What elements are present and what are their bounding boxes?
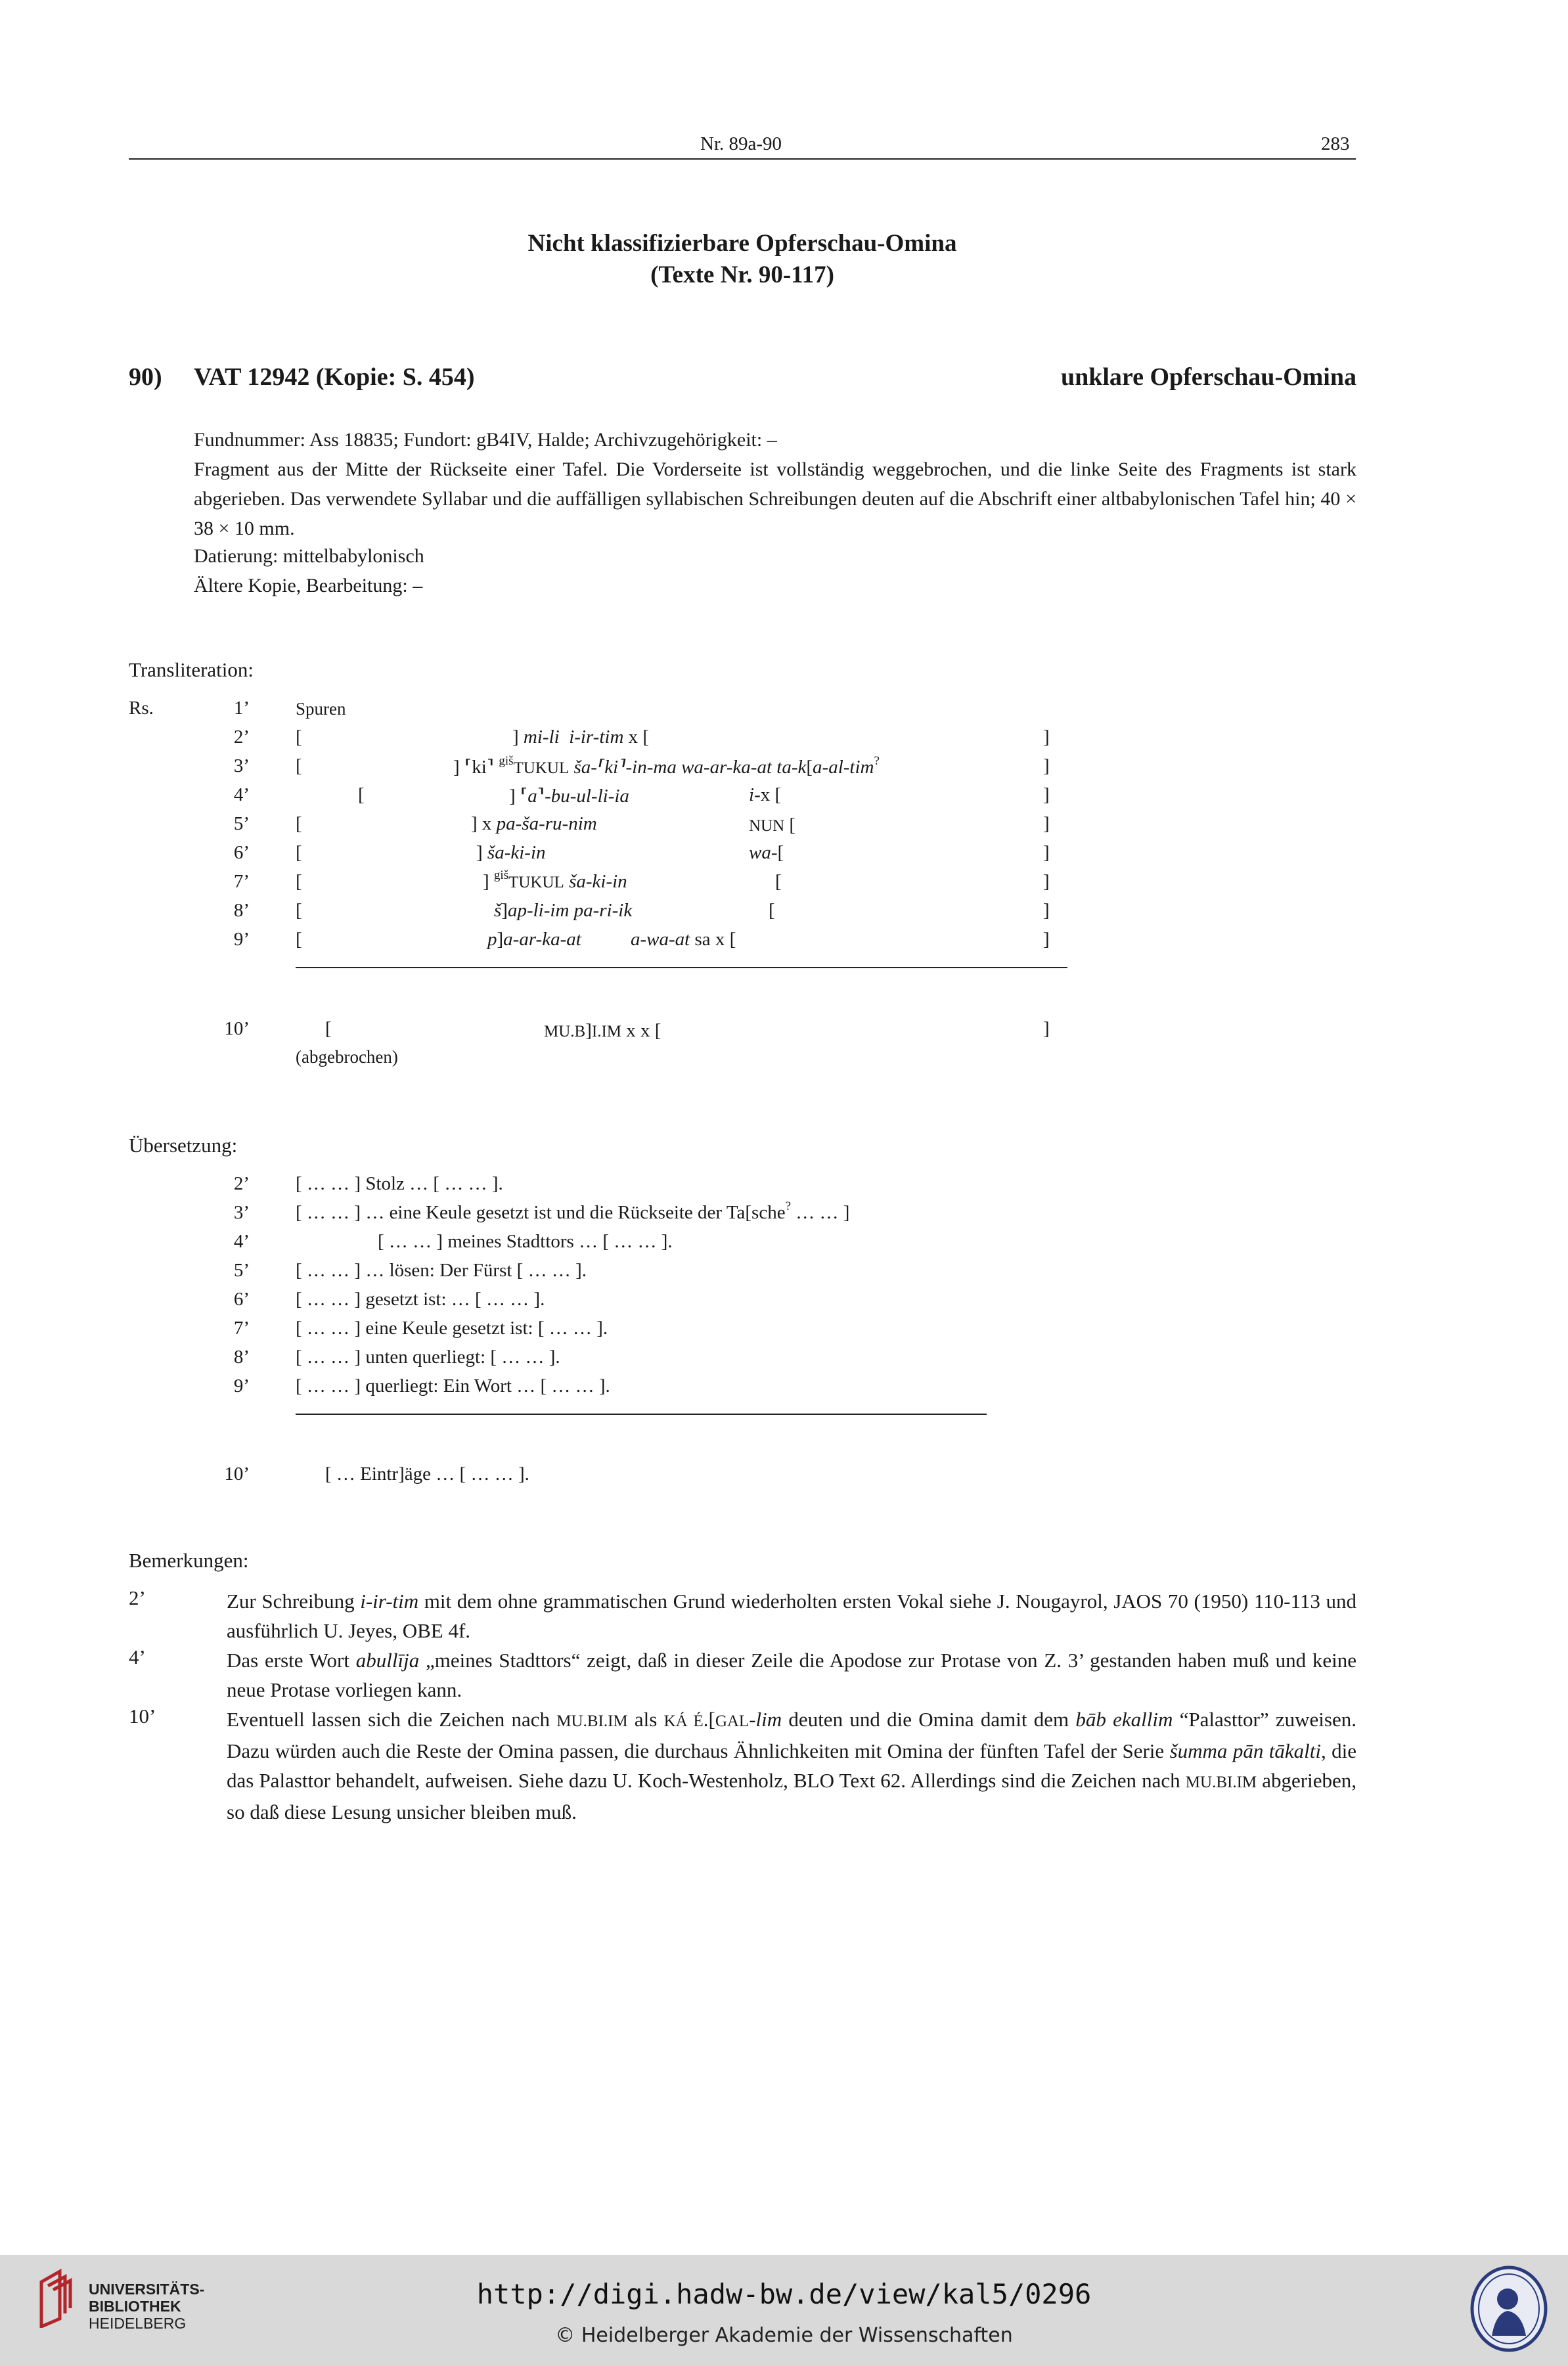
translit-bracket-right: ]	[1043, 784, 1050, 805]
translation-line-text: [ … … ] … lösen: Der Fürst [ … … ].	[296, 1260, 587, 1281]
translation-line-number: 7’	[233, 1318, 250, 1339]
translit-line-text: ] ša-ki-in	[476, 842, 546, 863]
remarks-heading: Bemerkungen:	[129, 1549, 249, 1572]
translit-line-text-2: i-x [	[749, 784, 782, 805]
translation-line-text: [ … … ] meines Stadttors … [ … … ].	[378, 1231, 673, 1252]
section-title-line2: (Texte Nr. 90-117)	[650, 261, 834, 288]
page-number: 283	[1321, 133, 1350, 154]
translit-line-number: 3’	[233, 755, 250, 776]
translit-line-text: ] ⸢ki⸣ $^{giš}$TUKUL ša-⸢ki⸣-in-ma wa-ar-ka-at ta-k[a-al-tim?	[453, 754, 880, 778]
translit-line-number: 8’	[233, 900, 250, 921]
remark-text: Eventuell lassen sich die Zeichen nach MU.BI.IM als KÁ É.[GAL-lim deuten und die Omina damit dem bāb ekallim “Palasttor” zuweisen. Dazu würden auch die Reste der Omina passen, die durchaus Ähnlichkeiten mit Omina der fünften Tafel der Serie šumma pān tākalti, die das Palasttor behandelt, aufweisen. Siehe dazu U. Koch-Westenholz, BLO Text 62. Allerdings sind die Zeichen nach MU.BI.IM abgerieben, so daß diese Lesung unsicher bleiben muß.	[227, 1708, 1356, 1823]
remark-number: 10’	[129, 1705, 156, 1728]
translation-line-number: 9’	[233, 1375, 250, 1396]
translit-line-number: 9’	[233, 929, 250, 950]
entry-category: unklare Opferschau-Omina	[1060, 363, 1356, 391]
translation-line-text: [ … Eintr]äge … [ … … ].	[325, 1463, 529, 1484]
meta-datierung: Datierung: mittelbabylonisch	[194, 545, 424, 567]
translit-bracket-right: ]	[1043, 1018, 1050, 1039]
transliteration-heading: Transliteration:	[129, 658, 254, 681]
remark-text: Das erste Wort abullīja „meines Stadttors“ zeigt, daß in dieser Zeile die Apodose zur Protase von Z. 3’ gestanden haben muß und keine neue Protase vorliegen kann.	[227, 1649, 1356, 1701]
translit-bracket-right: ]	[1043, 842, 1050, 863]
translit-bracket-left: [	[296, 726, 302, 748]
translit-bracket-left: [	[296, 871, 302, 892]
translit-bracket-right: ]	[1043, 813, 1050, 834]
translit-line-number: 5’	[233, 813, 250, 834]
translit-line-number: 10’	[224, 1018, 250, 1039]
remark-text: Zur Schreibung i-ir-tim mit dem ohne grammatischen Grund wiederholten ersten Vokal siehe J. Nougayrol, JAOS 70 (1950) 110-113 und ausführlich U. Jeyes, OBE 4f.	[227, 1590, 1356, 1642]
library-name-line2: BIBLIOTHEK	[89, 2298, 181, 2315]
translation-line-number: 5’	[233, 1260, 250, 1281]
translit-line-text-2: [	[775, 871, 782, 892]
translit-line-text-2: a-wa-at sa x [	[631, 929, 736, 950]
translation-line-text: [ … … ] unten querliegt: [ … … ].	[296, 1347, 560, 1368]
translit-line-number: 1’	[233, 698, 250, 719]
translit-line-text: Spuren	[296, 699, 346, 719]
translit-line-text: š]ap-li-im pa-ri-ik	[494, 900, 633, 921]
entry-title: VAT 12942 (Kopie: S. 454)	[194, 363, 475, 391]
library-name-line1: UNIVERSITÄTS-	[89, 2281, 205, 2298]
translation-line-text: [ … … ] eine Keule gesetzt ist: [ … … ].	[296, 1318, 608, 1339]
translation-line-number: 6’	[233, 1289, 250, 1310]
library-name-line3: HEIDELBERG	[89, 2315, 187, 2332]
translation-line-number: 4’	[233, 1231, 250, 1252]
translit-bracket-right: ]	[1043, 871, 1050, 892]
translit-line-text: p]a-ar-ka-at	[487, 929, 581, 950]
translit-bracket-left: [	[296, 813, 302, 834]
meta-fundnummer: Fundnummer: Ass 18835; Fundort: gB4IV, Halde; Archivzugehörigkeit: –	[194, 429, 777, 451]
source-url-link[interactable]: http://digi.hadw-bw.de/view/kal5/0296	[476, 2278, 1092, 2310]
broken-note: (abgebrochen)	[296, 1047, 398, 1067]
translation-line-text: [ … … ] … eine Keule gesetzt ist und die Rückseite der Ta[sche? … … ]	[296, 1199, 850, 1223]
translit-line-text-2: wa-[	[749, 842, 784, 863]
running-title: Nr. 89a-90	[700, 133, 782, 154]
translation-line-number: 3’	[233, 1202, 250, 1223]
translit-line-number: 2’	[233, 726, 250, 748]
translation-line-text: [ … … ] querliegt: Ein Wort … [ … … ].	[296, 1375, 610, 1396]
footer-bar	[0, 2255, 1568, 2366]
translation-divider	[296, 1414, 987, 1415]
translit-bracket-right: ]	[1043, 755, 1050, 776]
translit-line-text: ] $^{giš}$TUKUL ša-ki-in	[483, 868, 627, 892]
translit-bracket-left: [	[296, 900, 302, 921]
translit-line-text: ] mi-li i-ir-tim x [	[512, 726, 650, 748]
translit-bracket-right: ]	[1043, 900, 1050, 921]
remark-number: 2’	[129, 1586, 146, 1609]
translit-bracket-left: [	[325, 1018, 332, 1039]
translit-divider	[296, 967, 1067, 968]
translit-bracket-left: [	[296, 755, 302, 776]
translit-line-text: MU.B]I.IM x x [	[544, 1020, 661, 1041]
side-label: Rs.	[129, 698, 154, 719]
translit-line-number: 4’	[233, 784, 250, 805]
translation-heading: Übersetzung:	[129, 1134, 238, 1157]
translation-line-number: 2’	[233, 1173, 250, 1194]
meta-kopie: Ältere Kopie, Bearbeitung: –	[194, 575, 423, 596]
translit-line-text-2: NUN [	[749, 815, 796, 836]
translit-bracket-right: ]	[1043, 929, 1050, 950]
copyright-notice: © Heidelberger Akademie der Wissenschaften	[555, 2324, 1013, 2347]
translit-bracket-right: ]	[1043, 726, 1050, 748]
header-rule	[129, 158, 1356, 160]
translit-bracket-left: [	[296, 929, 302, 950]
translit-line-number: 6’	[233, 842, 250, 863]
translit-bracket-left: [	[296, 842, 302, 863]
entry-number: 90)	[129, 363, 162, 391]
section-title-line1: Nicht klassifizierbare Opferschau-Omina	[527, 230, 957, 257]
translation-line-text: [ … … ] Stolz … [ … … ].	[296, 1173, 503, 1194]
translit-line-text: ] ⸢a⸣-bu-ul-li-ia	[509, 786, 629, 807]
translation-line-number: 10’	[224, 1463, 250, 1484]
translation-line-text: [ … … ] gesetzt ist: … [ … … ].	[296, 1289, 545, 1310]
translation-line-number: 8’	[233, 1347, 250, 1368]
translit-line-number: 7’	[233, 871, 250, 892]
translit-line-text: ] x pa-ša-ru-nim	[471, 813, 597, 834]
remark-number: 4’	[129, 1645, 146, 1668]
translit-line-text-2: [	[769, 900, 775, 921]
translit-bracket-left: [	[358, 784, 365, 805]
academy-seal-icon	[1469, 2265, 1548, 2354]
meta-description: Fragment aus der Mitte der Rückseite einer Tafel. Die Vorderseite ist vollständig weggebrochen, und die linke Seite des Fragments ist stark abgerieben. Das verwendete Syllabar und die auffälligen syllabischen Schreibungen deuten auf die Abschrift einer altbabylonischen Tafel hin; 40 × 38 × 10 mm.	[194, 458, 1356, 539]
